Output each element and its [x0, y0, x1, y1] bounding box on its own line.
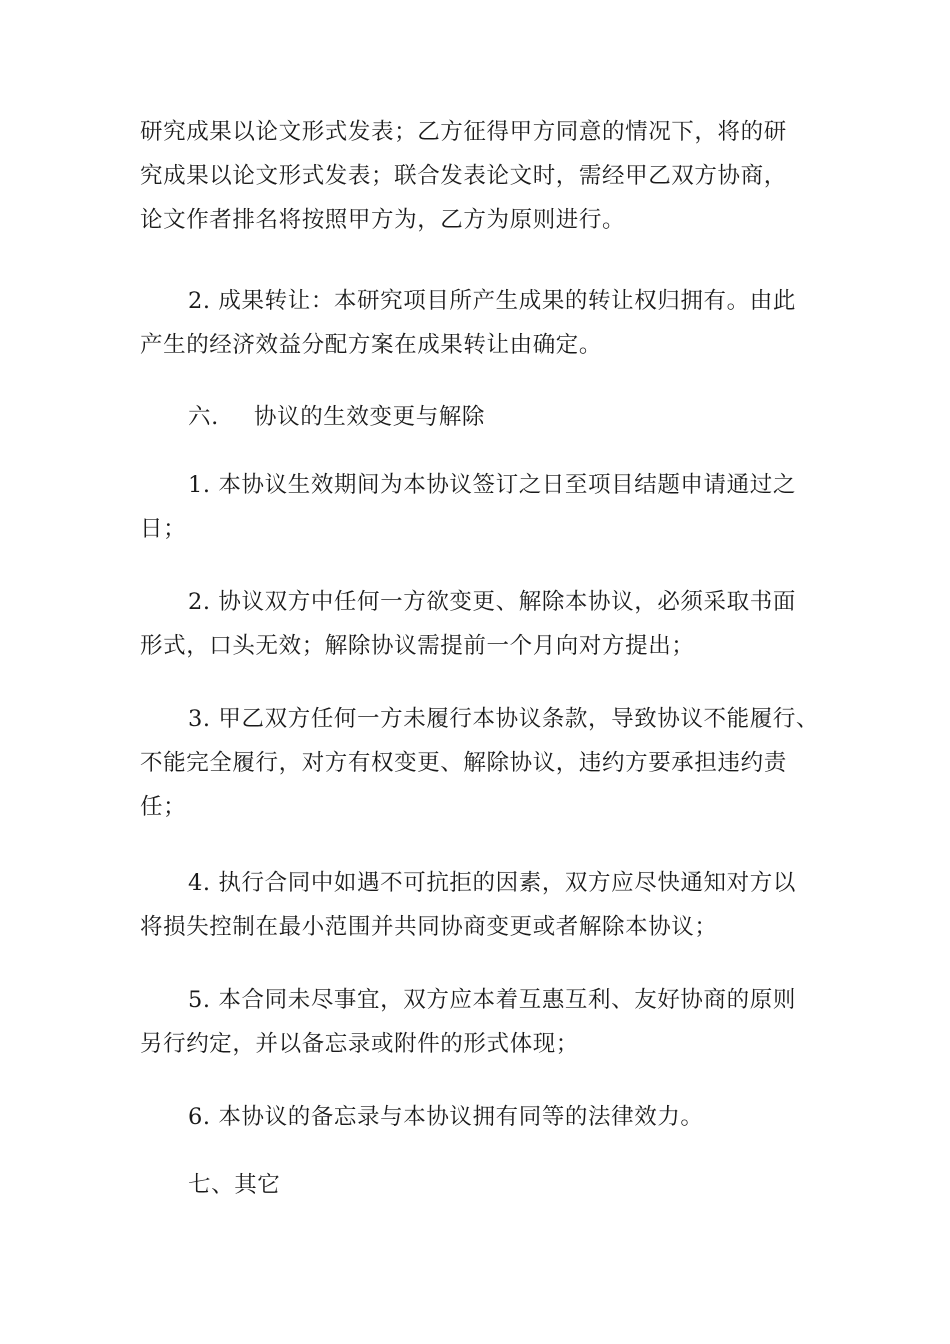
clause-6: [140, 1095, 812, 1139]
paragraph-line: 产生的经济效益分配方案在成果转让由确定。: [140, 332, 603, 358]
paragraph-line: 论文作者排名将按照甲方为，乙方为原则进行。: [140, 207, 626, 233]
paragraph-line: 日；: [140, 516, 187, 542]
paragraph-line: 将损失控制在最小范围并共同协商变更或者解除本协议；: [140, 914, 718, 940]
paragraph-line: 4. 执行合同中如遇不可抗拒的因素，双方应尽快通知对方以: [188, 870, 796, 896]
section-heading-six: [140, 395, 812, 439]
paragraph-publication: [140, 110, 812, 242]
paragraph-line: 另行约定，并以备忘录或附件的形式体现；: [140, 1031, 579, 1057]
paragraph-line: 不能完全履行，对方有权变更、解除协议，违约方要承担违约责: [140, 750, 787, 776]
paragraph-line: 2. 成果转让：本研究项目所产生成果的转让权归拥有。由此: [188, 288, 796, 314]
paragraph-line: 6. 本协议的备忘录与本协议拥有同等的法律效力。: [188, 1104, 704, 1130]
clause-5: [140, 978, 812, 1066]
clause-3: [140, 697, 820, 829]
paragraph-line: 1. 本协议生效期间为本协议签订之日至项目结题申请通过之: [188, 472, 796, 498]
clause-2: [140, 580, 812, 668]
paragraph-line: 3. 甲乙双方任何一方未履行本协议条款，导致协议不能履行、: [188, 706, 820, 732]
paragraph-line: 2. 协议双方中任何一方欲变更、解除本协议，必须采取书面: [188, 589, 796, 615]
clause-1: [140, 463, 812, 551]
paragraph-line: 究成果以论文形式发表；联合发表论文时，需经甲乙双方协商，: [140, 163, 787, 189]
section-heading-seven: [140, 1163, 812, 1207]
paragraph-line: 形式，口头无效；解除协议需提前一个月向对方提出；: [140, 633, 695, 659]
paragraph-transfer: [140, 279, 812, 367]
paragraph-line: 任；: [140, 794, 187, 820]
paragraph-line: 研究成果以论文形式发表；乙方征得甲方同意的情况下，将的研: [140, 119, 787, 145]
section-number: 六.: [188, 404, 219, 430]
section-title: 协议的生效变更与解除: [254, 404, 486, 430]
paragraph-line: 5. 本合同未尽事宜，双方应本着互惠互利、友好协商的原则: [188, 987, 796, 1013]
section-title: 七、其它: [188, 1172, 281, 1198]
section-heading-line: [140, 395, 812, 439]
clause-4: [140, 861, 812, 949]
